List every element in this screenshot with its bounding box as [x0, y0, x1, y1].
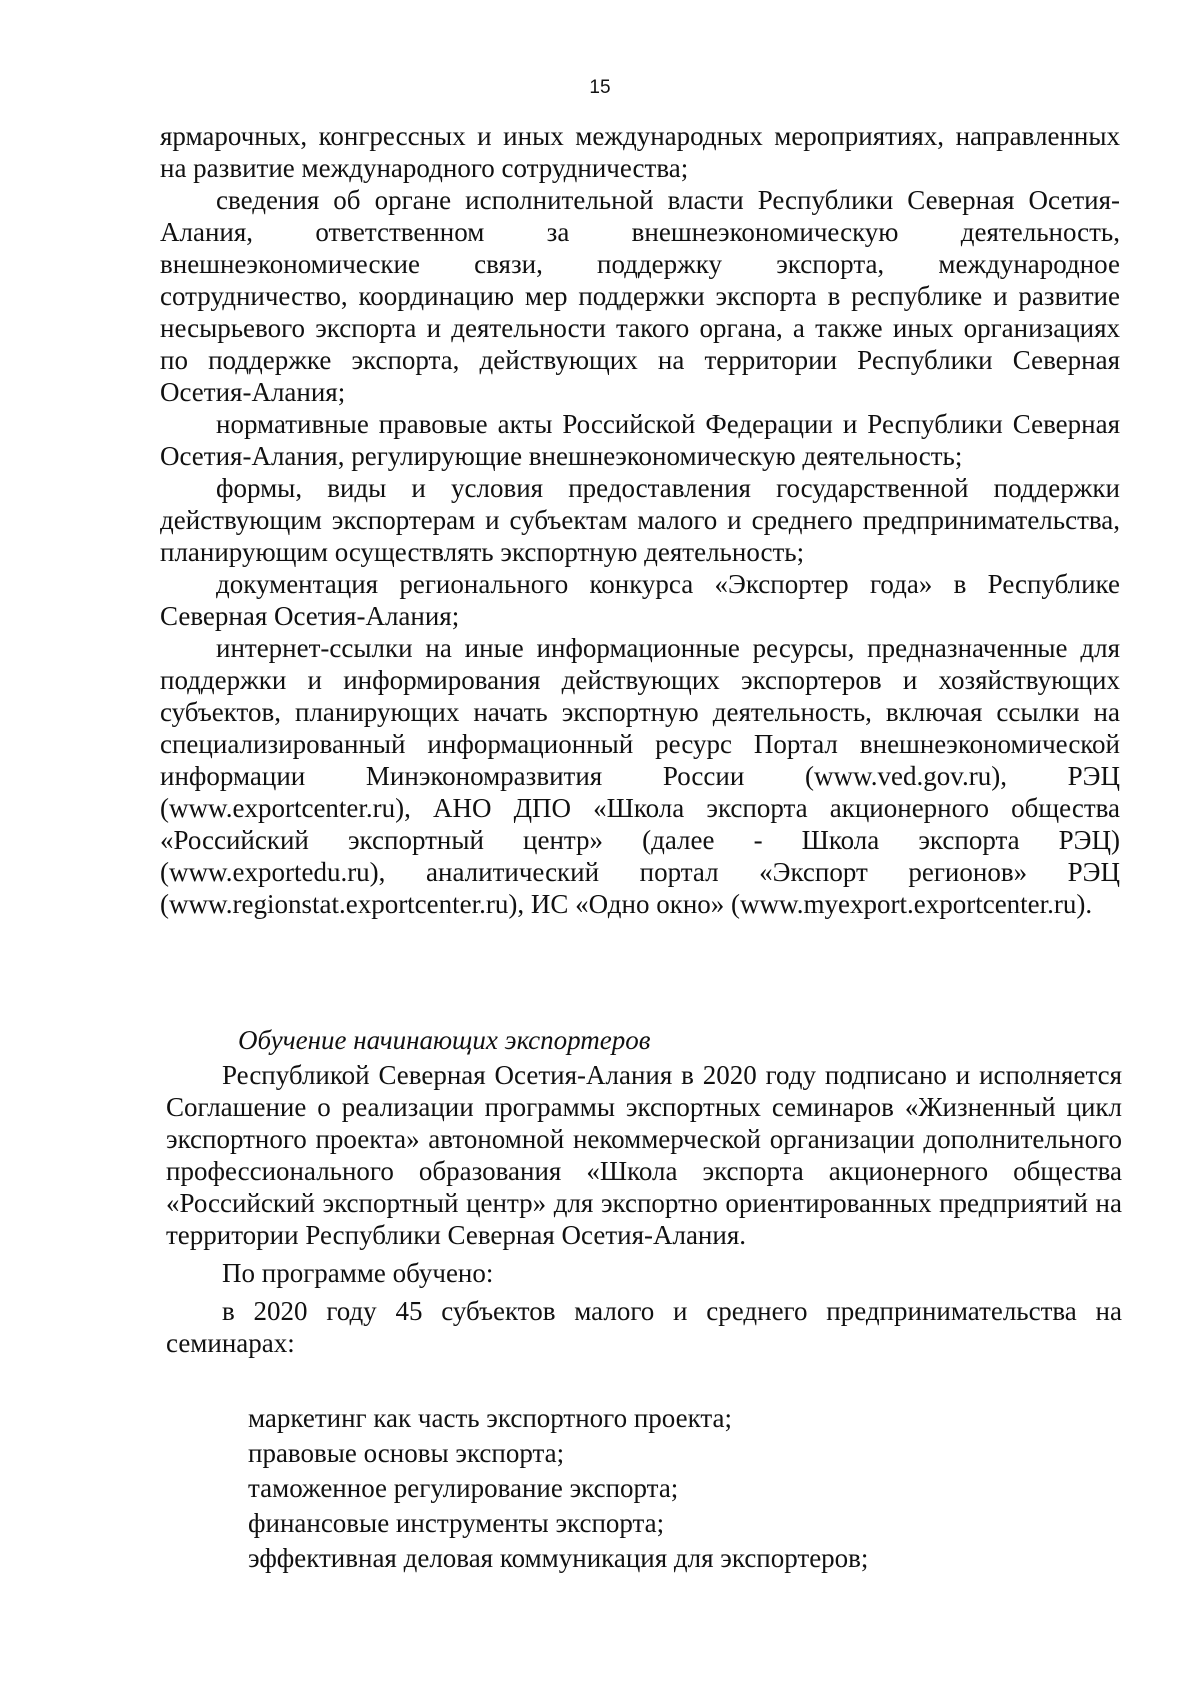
paragraph-support-forms: формы, виды и условия предоставления государственной поддержки действующим экспортерам и субъектам малого и среднего предпринимательства, планирующим осуществлять экспортную деятельность;	[160, 473, 1120, 567]
paragraph-legal-acts: нормативные правовые акты Российской Федерации и Республики Северная Осетия-Алания, регулирующие внешнеэкономическую деятельность;	[160, 409, 1120, 471]
paragraph-agreement: Республикой Северная Осетия-Алания в 2020 году подписано и исполняется Соглашение о реализации программы экспортных семинаров «Жизненный цикл экспортного проекта» автономной некоммерческой организации дополнительного профессионального образования «Школа экспорта акционерного общества «Российский экспортный центр» для экспортно ориентированных предприятий на территории Республики Северная Осетия-Алания.	[166, 1060, 1122, 1250]
paragraph-internet-links: интернет-ссылки на иные информационные ресурсы, предназначенные для поддержки и информирования действующих экспортеров и хозяйствующих субъектов, планирующих начать экспортную деятельность, включая ссылки на специализированный информационный ресурс Портал внешнеэкономической информации Минэкономразвития России (www.ved.gov.ru), РЭЦ (www.exportcenter.ru), АНО ДПО «Школа экспорта акционерного общества «Российский экспортный центр» (далее - Школа экспорта РЭЦ) (www.exportedu.ru), аналитический портал «Экспорт регионов» РЭЦ (www.regionstat.exportcenter.ru), ИС «Одно окно» (www.myexport.exportcenter.ru).	[160, 633, 1120, 919]
training-block	[166, 1059, 1122, 1359]
section-heading: Обучение начинающих экспортеров	[238, 1025, 651, 1055]
seminar-list	[166, 1401, 1122, 1576]
list-item: правовые основы экспорта;	[248, 1438, 565, 1468]
paragraph-continuation: ярмарочных, конгрессных и иных международных мероприятиях, направленных на развитие международного сотрудничества;	[160, 121, 1120, 183]
paragraph-trained-intro: По программе обучено:	[222, 1258, 494, 1288]
paragraph-2020-count: в 2020 году 45 субъектов малого и среднего предпринимательства на семинарах:	[166, 1296, 1122, 1358]
paragraph-executive-body: сведения об органе исполнительной власти Республики Северная Осетия-Алания, ответственном за внешнеэкономическую деятельность, внешнеэкономические связи, поддержку экспорта, международное сотрудничество, координацию мер поддержки экспорта в республике и развитие несырьевого экспорта и деятельности такого органа, а также иных организациях по поддержке экспорта, действующих на территории Республики Северная Осетия-Алания;	[160, 185, 1120, 407]
info-items-block	[160, 120, 1120, 920]
list-item: финансовые инструменты экспорта;	[248, 1508, 665, 1538]
paragraph-contest-docs: документация регионального конкурса «Экспортер года» в Республике Северная Осетия-Алания;	[160, 569, 1120, 631]
list-item: эффективная деловая коммуникация для экспортеров;	[248, 1543, 869, 1573]
list-item: таможенное регулирование экспорта;	[248, 1473, 679, 1503]
page-number: 15	[589, 77, 611, 98]
list-item: маркетинг как часть экспортного проекта;	[248, 1403, 732, 1433]
